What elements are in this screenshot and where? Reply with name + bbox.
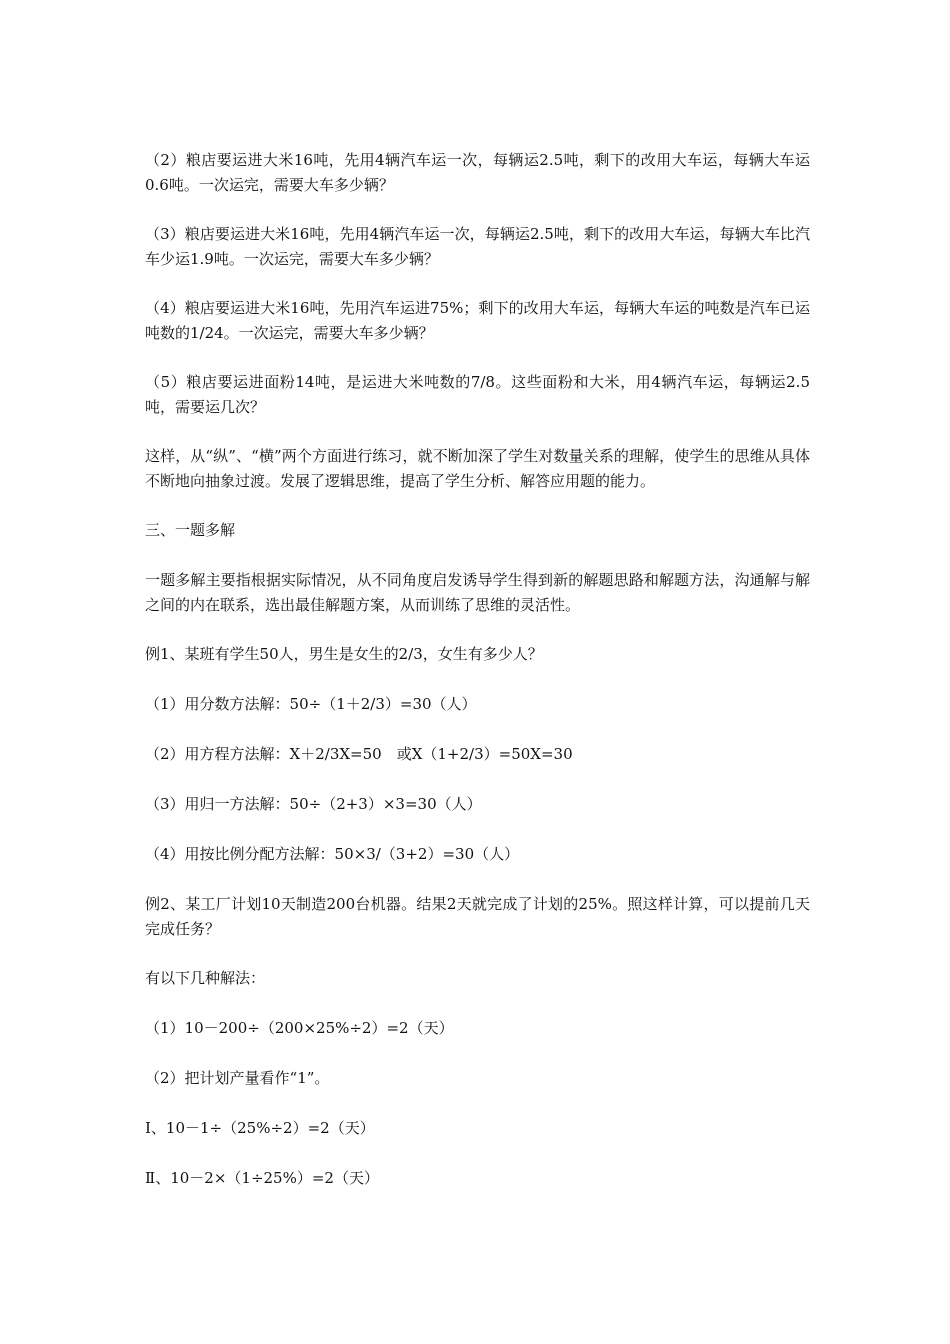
document-body bbox=[145, 148, 810, 1216]
example-1-solution-3: （3）用归一方法解：50÷（2+3）×3=30（人） bbox=[145, 795, 482, 813]
example-2-solution-2-ii: Ⅱ、10－2×（1÷25%）=2（天） bbox=[145, 1169, 379, 1187]
problem-3-paragraph: （3）粮店要运进大米16吨，先用4辆汽车运一次，每辆运2.5吨，剩下的改用大车运，每辆大车比汽车少运1.9吨。一次运完，需要大车多少辆？ bbox=[145, 225, 810, 268]
summary-paragraph: 这样，从“纵”、“横”两个方面进行练习，就不断加深了学生对数量关系的理解，使学生的思维从具体不断地向抽象过渡。发展了逻辑思维，提高了学生分析、解答应用题的能力。 bbox=[145, 447, 810, 490]
solutions-intro: 有以下几种解法： bbox=[145, 969, 266, 987]
example-1-solution-4: （4）用按比例分配方法解：50×3/（3+2）=30（人） bbox=[145, 845, 520, 863]
example-1-solution-1: （1）用分数方法解：50÷（1＋2/3）=30（人） bbox=[145, 695, 477, 713]
example-1-solution-2: （2）用方程方法解：X＋2/3X=50 或X（1+2/3）=50X=30 bbox=[145, 745, 573, 763]
example-2-paragraph: 例2、某工厂计划10天制造200台机器。结果2天就完成了计划的25%。照这样计算，可以提前几天完成任务？ bbox=[145, 895, 810, 938]
section-intro-paragraph: 一题多解主要指根据实际情况，从不同角度启发诱导学生得到新的解题思路和解题方法，沟通解与解之间的内在联系，选出最佳解题方案，从而训练了思维的灵活性。 bbox=[145, 571, 810, 614]
example-2-solution-2-i: Ⅰ、10－1÷（25%÷2）=2（天） bbox=[145, 1119, 375, 1137]
section-heading: 三、一题多解 bbox=[145, 521, 236, 539]
problem-2-paragraph: （2）粮店要运进大米16吨，先用4辆汽车运一次，每辆运2.5吨，剩下的改用大车运，每辆大车运0.6吨。一次运完，需要大车多少辆？ bbox=[145, 151, 810, 194]
example-2-solution-2: （2）把计划产量看作“1”。 bbox=[145, 1069, 330, 1087]
example-1-paragraph: 例1、某班有学生50人，男生是女生的2/3，女生有多少人？ bbox=[145, 645, 543, 663]
problem-4-paragraph: （4）粮店要运进大米16吨，先用汽车运进75%；剩下的改用大车运，每辆大车运的吨数是汽车已运吨数的1/24。一次运完，需要大车多少辆？ bbox=[145, 299, 810, 342]
example-2-solution-1: （1）10－200÷（200×25%÷2）=2（天） bbox=[145, 1019, 454, 1037]
problem-5-paragraph: （5）粮店要运进面粉14吨，是运进大米吨数的7/8。这些面粉和大米，用4辆汽车运，每辆运2.5吨，需要运几次？ bbox=[145, 373, 810, 416]
